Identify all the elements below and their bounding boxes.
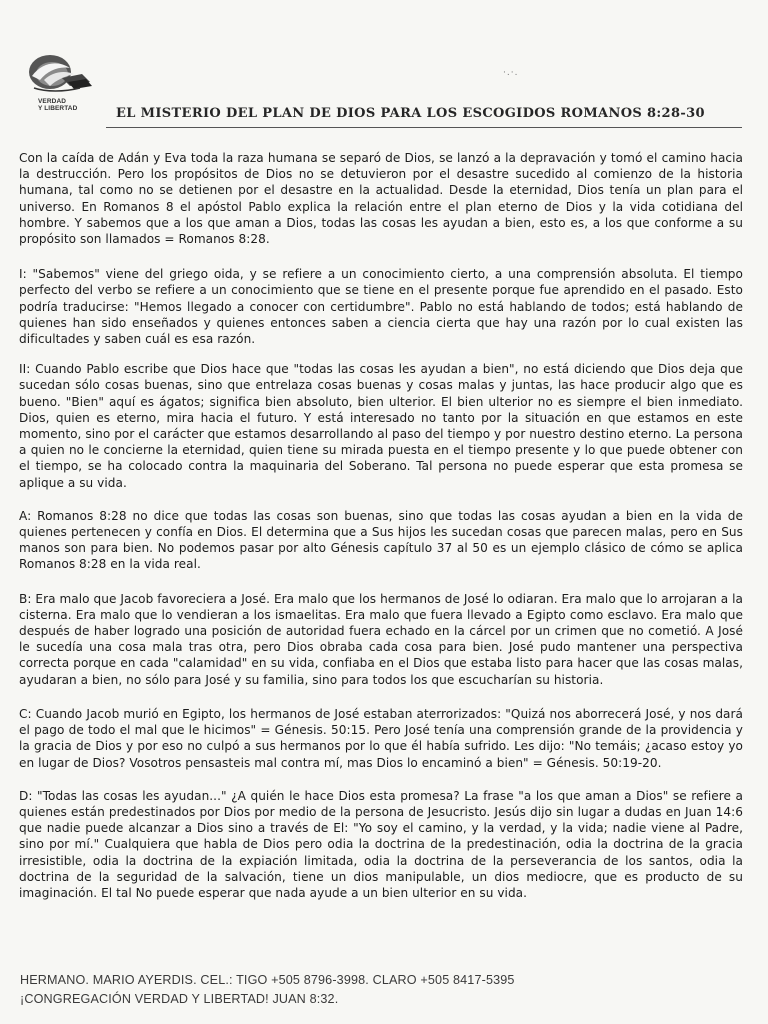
paragraph-b-jose: B: Era malo que Jacob favoreciera a José. Era malo que los hermanos de José lo odiaran. Era malo que lo arrojaran a la cisterna. Era malo que lo vendieran a los ismaelitas. Era malo que fuera llevado a Egipto como esclavo. Era malo que después de haber logrado una posición de autoridad fuera echado en la cárcel por un crimen que no cometió. A José le sucedía una cosa mala tras otra, pero Dios obraba cada cosa para bien. José pudo mantener una perspectiva correcta porque en cada "calamidad" en su vida, confiaba en el Dios que estaba listo para hacer que las cosas malas, ayudaran a bien, no sólo para José y su familia, sino para todos los que escucharían su historia. [19,591,743,687]
document-footer [20,971,515,1009]
paragraph-c-jacob: C: Cuando Jacob murió en Egipto, los hermanos de José estaban aterrorizados: "Quizá nos aborrecerá José, y nos dará el pago de todo el mal que le hicimos" = Génesis. 50:15. Pero José tenía una comprensión grande de la providencia y la gracia de Dios y por eso no culpó a sus hermanos por lo que él había sufrido. Les dijo: "No temáis; ¿acaso estoy yo en lugar de Dios? Vosotros pensasteis mal contra mí, mas Dios lo encaminó a bien" = Génesis. 50:19-20. [19,706,743,770]
title-divider [106,127,742,128]
paragraph-i-sabemos: I: "Sabemos" viene del griego oida, y se refiere a un conocimiento cierto, a una comprensión absoluta. El tiempo perfecto del verbo se refiere a un conocimiento que se tiene en el presente porque fue aprendido en el pasado. Esto podría traducirse: "Hemos llegado a conocer con certidumbre". Pablo no está hablando de todos; está hablando de quienes han sido enseñados y quienes entonces saben a ciencia cierta que hay una razón por lo cual existen las dificultades y saben cuál es esa razón. [19,267,743,347]
dove-book-icon [24,52,104,98]
document-title: EL MISTERIO DEL PLAN DE DIOS PARA LOS ESCOGIDOS ROMANOS 8:28-30 [116,106,705,121]
document-body [19,150,743,901]
logo-text-libertad: Y LIBERTAD [38,105,78,112]
paragraph-ii-todas-las-cosas: II: Cuando Pablo escribe que Dios hace que "todas las cosas les ayudan a bien", no está diciendo que Dios deja que sucedan sólo cosas buenas, sino que entrelaza cosas buenas y cosas malas y juntas, las hace producir algo que es bueno. "Bien" aquí es ágatos; significa bien absoluto, bien ulterior. El bien ulterior no es siempre el bien inmediato. Dios, quien es eterno, mira hacia el futuro. Y está interesado no tanto por la situación en que estamos en este momento, sino por el carácter que estamos desarrollando al paso del tiempo y por nuestro destino eterno. La persona a quien no le concierne la eternidad, quien tiene su mirada puesta en el tiempo presente y lo que puede obtener con el tiempo, se ha colocado contra la maquinaria del Soberano. Tal persona no puede esperar que esta promesa se aplique a su vida. [19,362,743,490]
paragraph-d-promesa: D: "Todas las cosas les ayudan..." ¿A quién le hace Dios esta promesa? La frase "a los que aman a Dios" se refiere a quienes están predestinados por Dios por medio de la persona de Jesucristo. Jesús dijo sin lugar a dudas en Juan 14:6 que nadie puede alcanzar a Dios sino a través de El: "Yo soy el camino, y la verdad, y la vida; nadie viene al Padre, sino por mí." Cualquiera que habla de Dios pero odia la doctrina de la predestinación, odia la doctrina de la gracia irresistible, odia la doctrina de la expiación limitada, odia la doctrina de la perseverancia de los santos, odia la doctrina de la seguridad de la salvación, tiene un dios manipulable, un dios mediocre, que es producto de su imaginación. El tal No puede esperar que nada ayude a un bien ulterior en su vida. [19,788,743,900]
footer-contact: HERMANO. MARIO AYERDIS. CEL.: TIGO +505 8796-3998. CLARO +505 8417-5395 [20,973,515,987]
logo-text-verdad: VERDAD [38,98,67,105]
scan-marks: ·.·. [503,68,519,78]
paragraph-a-romanos: A: Romanos 8:28 no dice que todas las cosas son buenas, sino que todas las cosas ayudan a bien en la vida de quienes pertenecen y confía en Dios. El determina que a Sus hijos les sucedan cosas que parecen malas, pero en Sus manos son para bien. No podemos pasar por alto Génesis capítulo 37 al 50 es un ejemplo clásico de cómo se aplica Romanos 8:28 en la vida real. [19,508,743,572]
verdad-y-libertad-logo [24,52,104,116]
paragraph-intro: Con la caída de Adán y Eva toda la raza humana se separó de Dios, se lanzó a la depravación y tomó el camino hacia la destrucción. Pero los propósitos de Dios no se detuvieron por el desastre sucedido al comienzo de la historia humana, tal como no se detienen por el desastre en la actualidad. Desde la eternidad, Dios tenía un plan para el universo. En Romanos 8 el apóstol Pablo explica la relación entre el plan eterno de Dios y la vida cotidiana del hombre. Y sabemos que a los que aman a Dios, todas las cosas les ayudan a bien, esto es, a los que conforme a su propósito son llamados = Romanos 8:28. [19,151,743,247]
footer-congregation: ¡CONGREGACIÓN VERDAD Y LIBERTAD! JUAN 8:32. [20,992,339,1006]
